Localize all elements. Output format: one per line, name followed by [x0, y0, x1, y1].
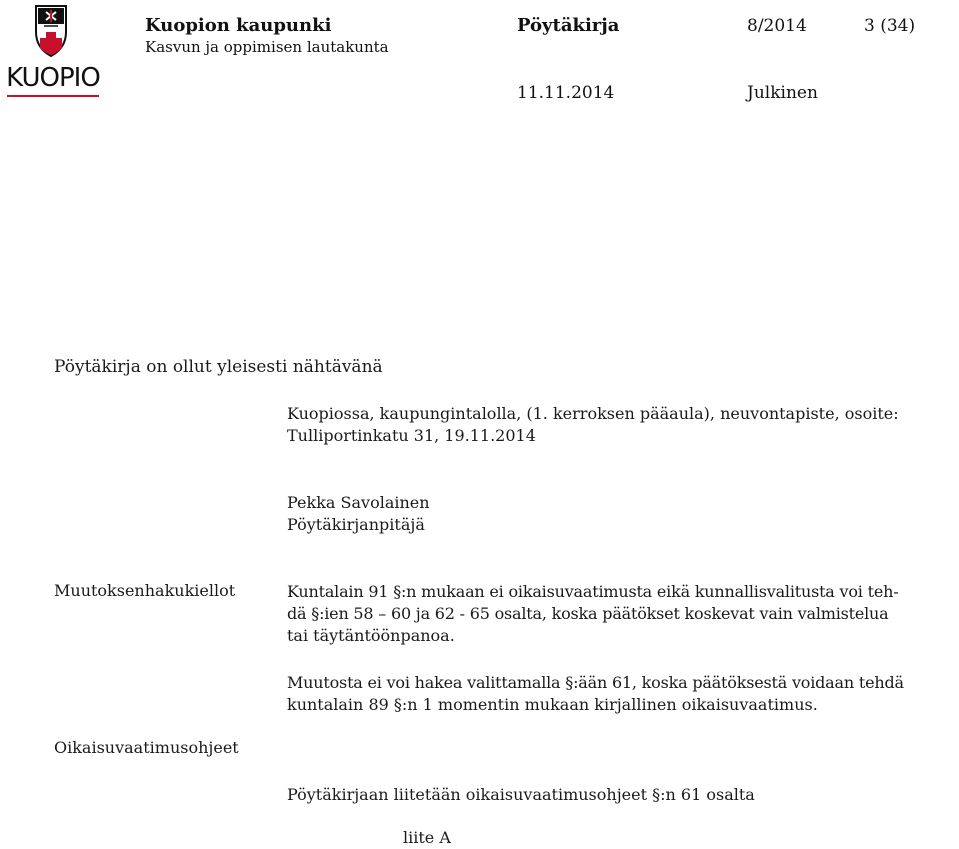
signer-name: Pekka Savolainen	[287, 493, 430, 512]
para2-line1: Muutosta ei voi hakea valittamalla §:ään 61, koska päätöksestä voidaan tehdä	[287, 673, 904, 692]
kuopio-logo	[2, 2, 100, 102]
signer-title: Pöytäkirjanpitäjä	[287, 515, 425, 534]
document-number: 8/2014	[747, 16, 807, 36]
attachment-label: liite A	[403, 828, 451, 847]
notice-place-line1: Kuopiossa, kaupungintalolla, (1. kerroksen pääaula), neuvontapiste, osoite:	[287, 404, 899, 423]
attachment-note: Pöytäkirjaan liitetään oikaisuvaatimusohjeet §:n 61 osalta	[287, 785, 755, 804]
board-name: Kasvun ja oppimisen lautakunta	[145, 38, 389, 56]
para1-line2: dä §:ien 58 – 60 ja 62 - 65 osalta, koska päätökset koskevat vain valmistelua	[287, 604, 889, 623]
logo-wordmark: KUOPIO	[6, 63, 100, 93]
notice-heading: Pöytäkirja on ollut yleisesti nähtävänä	[54, 357, 383, 377]
document-type: Pöytäkirja	[517, 15, 620, 36]
page-number: 3 (34)	[864, 16, 916, 36]
para1-line3: tai täytäntöönpanoa.	[287, 626, 455, 645]
para1-line1: Kuntalain 91 §:n mukaan ei oikaisuvaatimusta eikä kunnallisvalitusta voi teh-	[287, 582, 899, 601]
publicity-status: Julkinen	[747, 83, 818, 103]
coat-of-arms-icon	[2, 2, 100, 62]
notice-place-line2: Tulliportinkatu 31, 19.11.2014	[287, 426, 536, 445]
organization-name: Kuopion kaupunki	[145, 15, 332, 36]
objection-label: Muutoksenhakukiellot	[54, 581, 236, 600]
para2-line2: kuntalain 89 §:n 1 momentin mukaan kirjallinen oikaisuvaatimus.	[287, 695, 818, 714]
logo-underline	[7, 95, 99, 97]
instructions-label: Oikaisuvaatimusohjeet	[54, 738, 239, 757]
meeting-date: 11.11.2014	[517, 83, 615, 103]
